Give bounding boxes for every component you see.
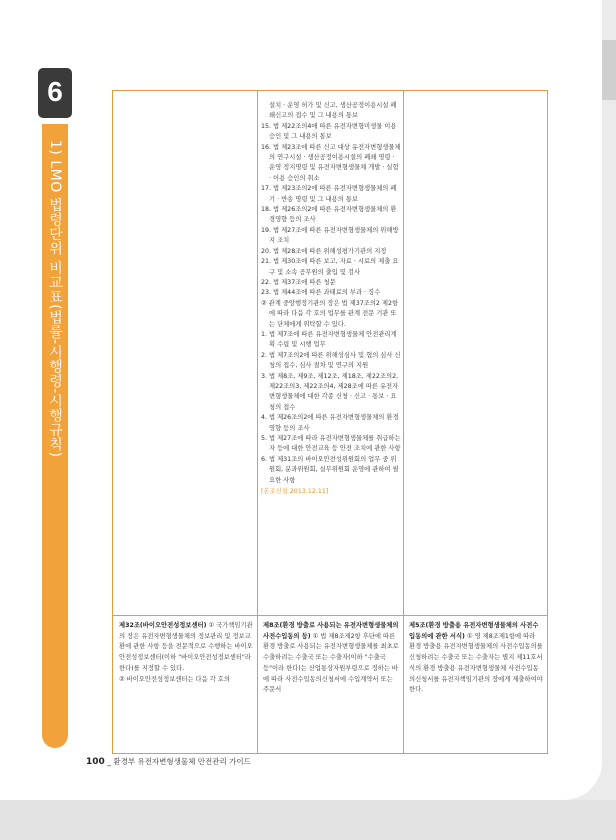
law-article-clause-2: ② 바이오안전성정보센터는 다음 각 호의 [119, 675, 230, 683]
background-footer-band [0, 800, 616, 840]
row-divider [113, 615, 547, 616]
chapter-number: 6 [47, 76, 63, 107]
upper-decree-cell [261, 101, 401, 497]
rule-article-cell [409, 621, 543, 696]
law-article-title: 제32조(바이오안전성정보센터) [119, 622, 207, 629]
footer-title: 환경부 유전자변형생물체 안전관리 가이드 [113, 757, 251, 766]
decree-list-item: 2. 법 제7조의2에 따른 위해성심사 및 협의 심사 신청의 접수, 심사 절차 및 연구의 지원 [261, 351, 401, 370]
column-divider [257, 91, 258, 753]
rule-article-body: ① 영 제8조제1항에 따라 환경 방출용 유전자변형생물체의 사전수입동의를 신청하려는 수출국 또는 수출자는 별지 제11호서식의 환경 방출용 유전자변형생물체 사전수입동의신청서를 유전자책임기관의 장에게 제출하여야 한다. [409, 632, 543, 694]
decree-item-list [261, 101, 401, 486]
law-article-body: ① 국가책임기관의 장은 유전자변형생물체의 정보관리 및 정보교환에 관한 사항 등을 전문적으로 수행하는 바이오안전성정보센터(이하 "바이오안전성정보센터"라 한다)를 지정할 수 있다. [119, 622, 253, 672]
decree-list-item: 5. 법 제27조에 따라 유전자변형생물체를 취급하는 자 등에 대한 안전교육 등 안전 조치에 관한 사항 [261, 435, 401, 453]
decree-list-item: 21. 법 제30조에 따른 보고, 자료 · 시료의 제출 요구 및 소속 공무원의 출입 및 검사 [261, 258, 399, 276]
decree-list-item: 23. 법 제44조에 따른 과태료의 부과 · 징수 [261, 289, 381, 297]
decree-list-item: 15. 법 제22조의4에 따른 유전자변형미생물 이용승인 및 그 내용의 통보 [261, 122, 397, 141]
decree-list-item: 3. 법 제8조, 제9조, 제12조, 제18조, 제22조의2, 제22조의3, 제22조의4, 제28조에 따른 유전자변형생물체에 대한 각종 신청 · 신고 · 통보 · 요청의 접수 [261, 372, 399, 411]
page-number: 100 [86, 757, 105, 767]
chapter-title: 1) LMO 법령단위 비교표(법률-시행령-시행규칙) [47, 140, 63, 458]
enactment-note: [본조신설 2013.12.11] [261, 488, 329, 496]
decree-list-item: 19. 법 제27조에 따른 유전자변형생물체의 위해방지 조치 [261, 226, 399, 245]
decree-list-item: 18. 법 제26조의2에 따른 유전자변형생물체의 환경영향 등의 조사 [261, 206, 397, 224]
footer-separator: _ [107, 757, 111, 766]
chapter-side-tab [42, 124, 68, 748]
decree-list-item: ② 관계 중앙행정기관의 장은 법 제37조의2 제2항에 따라 다음 각 호의 업무를 관계 전문 기관 또는 단체에게 위탁할 수 있다. [261, 299, 399, 328]
decree-list-item: 6. 법 제31조의 바이오안전성위원회의 업무 중 위원회, 분과위원회, 실무위원회 운영에 관하여 필요한 사항 [261, 455, 399, 484]
decree-list-item: 1. 법 제7조에 따른 유전자변형생물체 안전관리계획 수립 및 시행 업무 [261, 330, 397, 349]
decree-article-body: ① 법 제8조제2항 후단에 따른 환경 방출로 사용되는 유전자변형생물체를 최초로 수출하려는 수출국 또는 수출자(이하 "수출국등"이라 한다)는 산업통상자원부령으로 정하는 바에 따라 사전수입동의신청서에 수입계약서 또는 주문서 [263, 632, 399, 694]
decree-article-title: 제8조(환경 방출로 사용되는 유전자변형생물체의 사전수입동의 등) [263, 622, 399, 640]
decree-list-item: 설치 · 운영 허가 및 신고, 생산공정이용시설 폐쇄신고의 접수 및 그 내용의 통보 [269, 102, 397, 120]
page-footer [86, 756, 251, 767]
decree-list-item: 22. 법 제37조에 따른 청문 [261, 278, 336, 286]
decree-list-item: 4. 법 제26조의2에 따른 유전자변형생물체의 환경영향 등의 조사 [261, 414, 399, 432]
column-divider [403, 91, 404, 753]
chapter-number-box [38, 68, 72, 118]
decree-list-item: 16. 법 제23조에 따른 신고 대상 유전자변형생물체의 연구시설 · 생산공정이용시설의 폐쇄 명령 · 운영 정지명령 및 유전자변형생물체 개발 · 실험 · 이용 승인의 취소 [261, 143, 401, 182]
rule-article-title: 제5조(환경 방출용 유전자변형생물체의 사전수입동의에 관한 서식) [409, 622, 539, 640]
decree-list-item: 17. 법 제23조의2에 따른 유전자변형생물체의 폐기 · 반송 명령 및 그 내용의 통보 [261, 185, 397, 203]
comparison-table [112, 90, 548, 754]
decree-article-cell [263, 621, 399, 696]
law-article-cell [119, 621, 253, 685]
decree-list-item: 20. 법 제28조에 따른 위해성평가기관의 지정 [261, 247, 387, 255]
